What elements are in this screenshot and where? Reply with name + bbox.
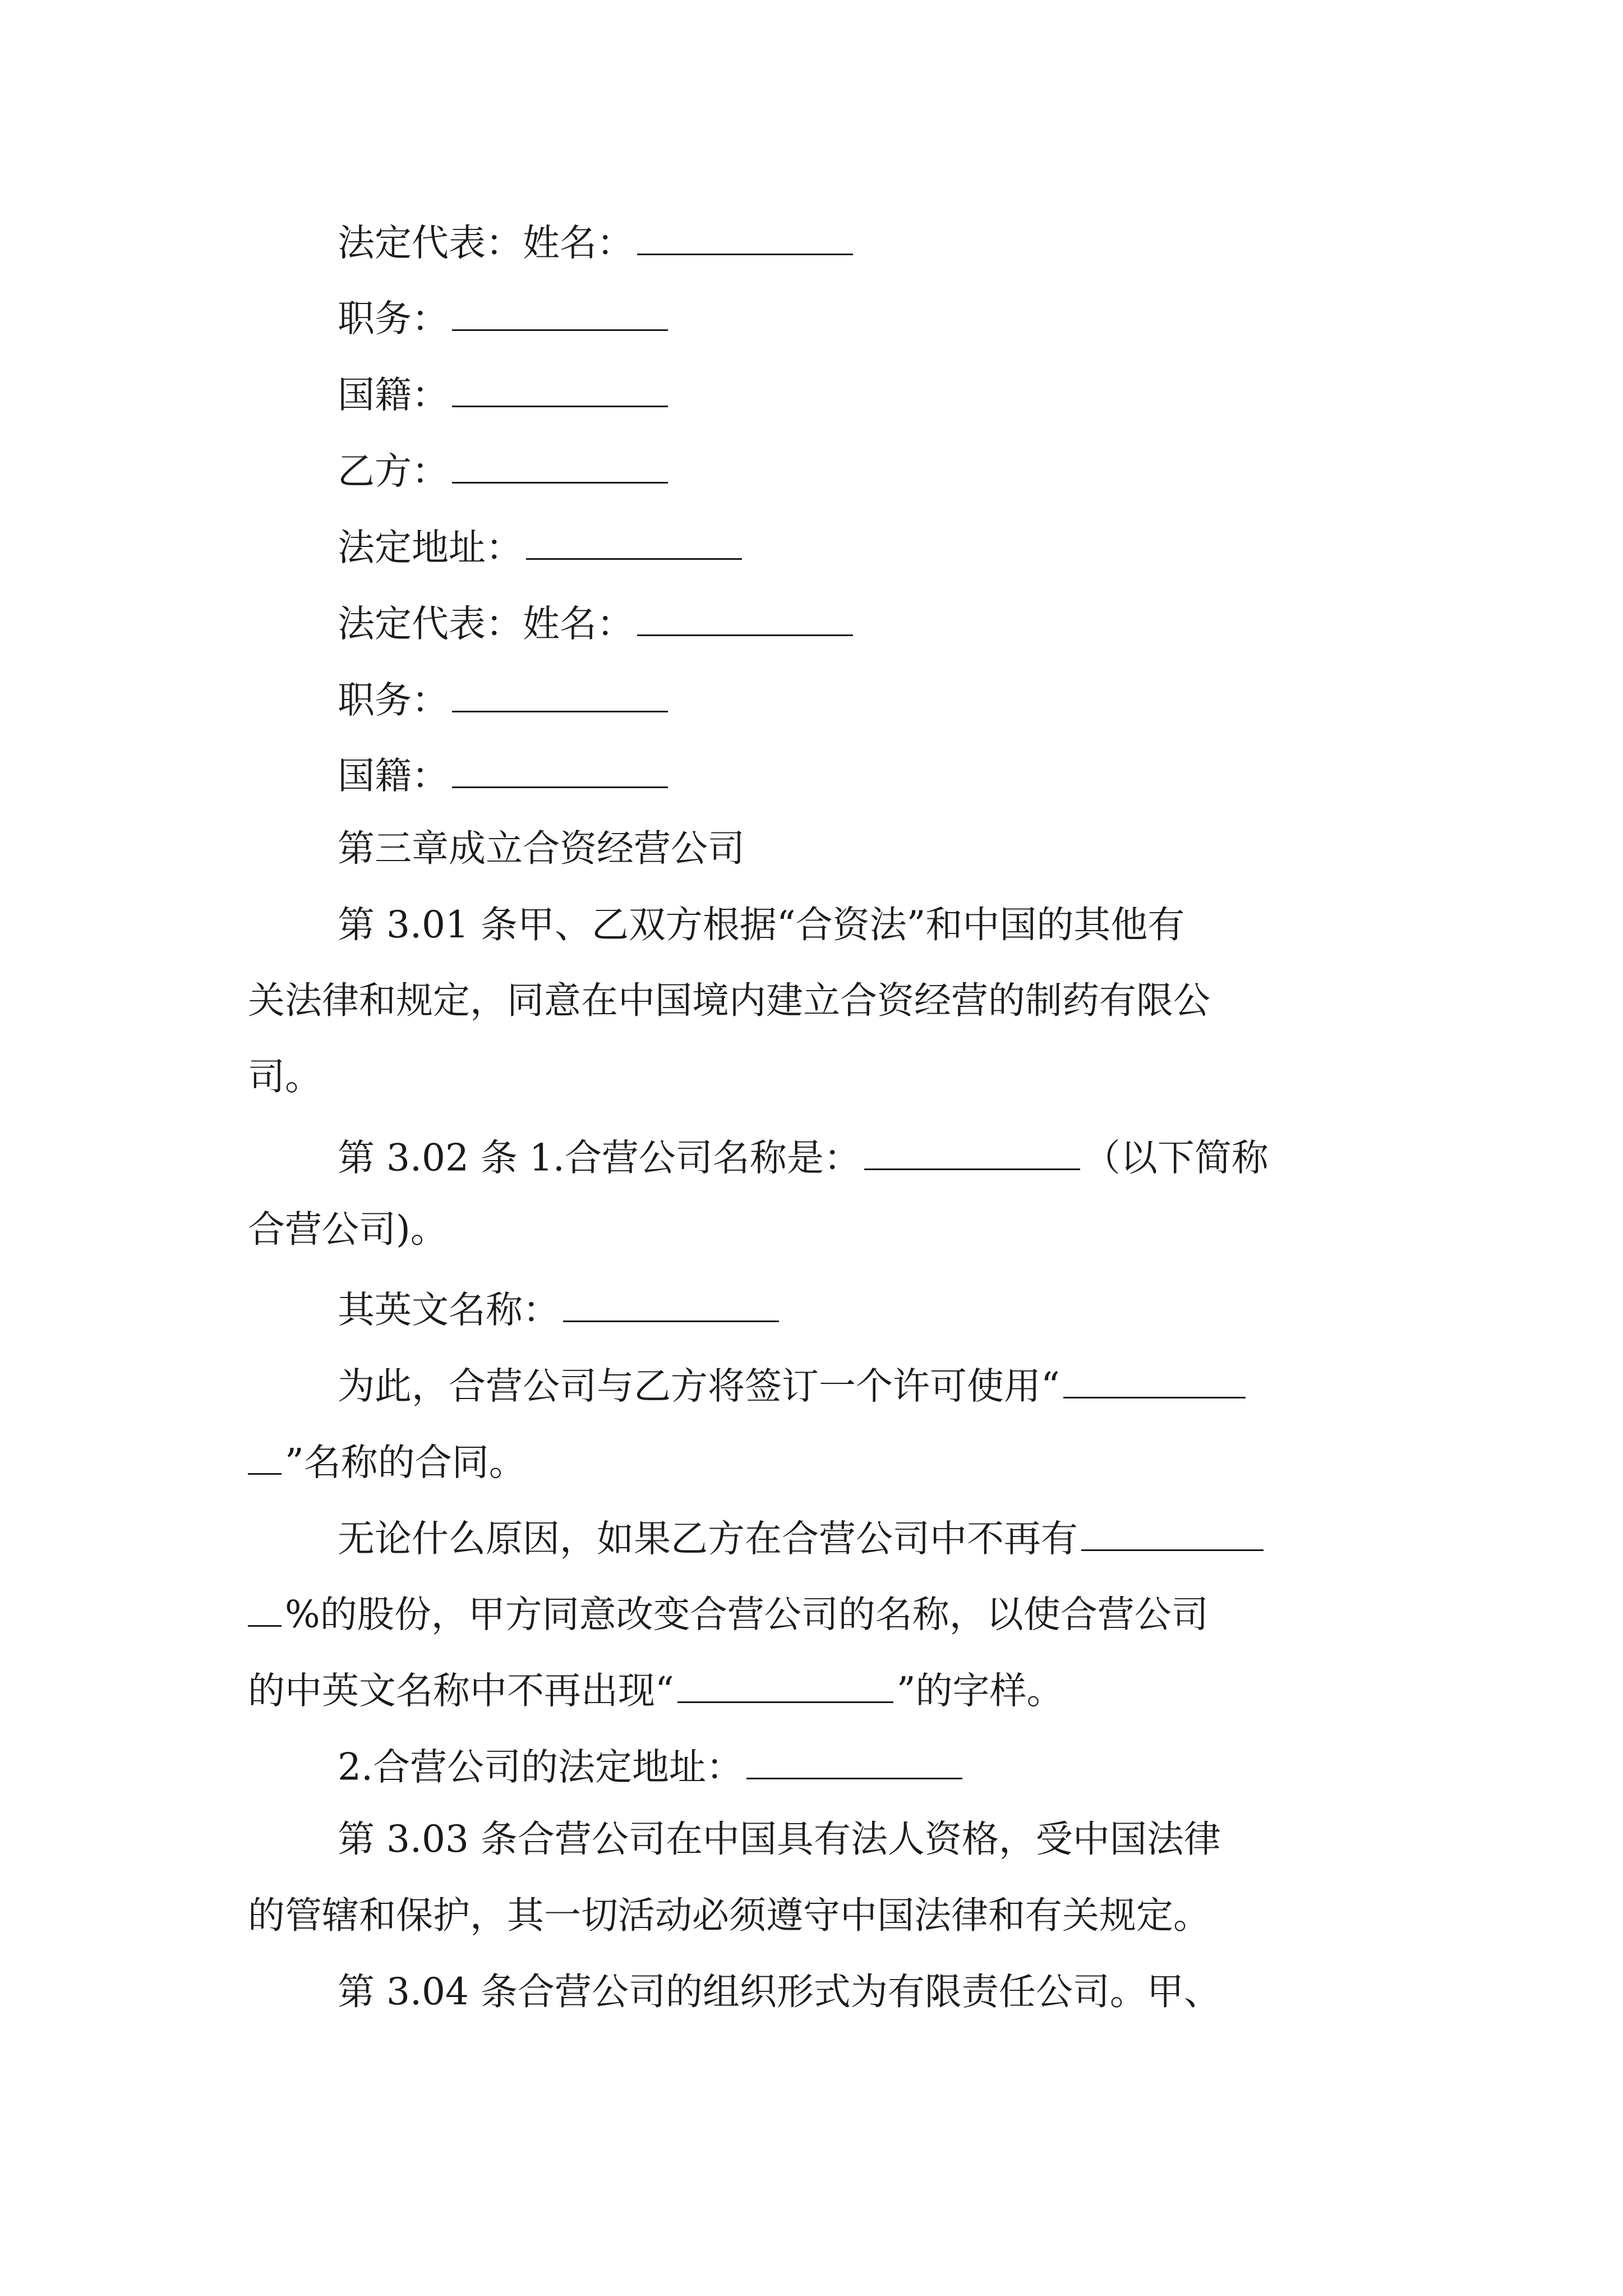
license-name-blank-cont: [248, 1440, 282, 1475]
party-b-blank: [452, 449, 668, 484]
article-303-line-1: 第 3.03 条合营公司在中国具有法人资格，受中国法律: [338, 1818, 1221, 1861]
nationality-blank: [452, 372, 668, 407]
license-text: 为此，合营公司与乙方将签订一个许可使用“: [338, 1364, 1060, 1408]
legal-address-label: 2.合营公司的法定地址：: [338, 1745, 743, 1789]
company-name-label: 第 3.02 条 1.合营公司名称是：: [338, 1136, 861, 1180]
party-b-nationality-line: [338, 753, 671, 798]
party-a-title-line: [338, 296, 671, 341]
article-301-line-2: 关法律和规定，同意在中国境内建立合资经营的制药有限公: [248, 979, 1210, 1022]
word-blank: [677, 1668, 893, 1703]
address-label: 法定地址：: [338, 526, 523, 569]
name-change-line-2: [248, 1592, 1209, 1636]
title-label: 职务：: [338, 678, 449, 722]
rep-name-label: 法定代表：姓名：: [338, 602, 634, 646]
article-303-line-2: 的管辖和保护，其一切活动必须遵守中国法律和有关规定。: [248, 1894, 1210, 1937]
party-b-line: [338, 449, 671, 493]
rep-name-blank: [637, 601, 853, 636]
article-301-line-3: 司。: [248, 1055, 322, 1098]
license-text-tail: ”名称的合同。: [285, 1441, 526, 1484]
legal-address-blank: [746, 1745, 962, 1779]
license-name-blank: [1063, 1364, 1246, 1398]
article-301-line-1: 第 3.01 条甲、乙双方根据“合资法”和中国的其他有: [338, 903, 1185, 946]
short-name-note: （以下简称: [1083, 1136, 1269, 1180]
rep-name-label: 法定代表：姓名：: [338, 221, 634, 265]
address-blank: [526, 525, 742, 560]
name-change-text-3: 的中英文名称中不再出现“: [248, 1669, 674, 1713]
title-label: 职务：: [338, 297, 449, 341]
name-change-text-2: %的股份，甲方同意改变合营公司的名称，以使合营公司: [285, 1593, 1209, 1636]
english-name-blank: [563, 1287, 779, 1322]
company-name-blank: [864, 1135, 1080, 1170]
nationality-label: 国籍：: [338, 373, 449, 417]
party-b-address-line: [338, 525, 745, 569]
license-line-2: [248, 1440, 526, 1484]
share-percent-blank-cont: [248, 1592, 282, 1627]
name-change-text-4: ”的字样。: [896, 1669, 1064, 1713]
english-name-label: 其英文名称：: [338, 1288, 560, 1332]
share-percent-blank: [1081, 1516, 1264, 1551]
nationality-blank: [452, 753, 668, 788]
legal-address-line: [338, 1745, 966, 1789]
name-change-line-3: [248, 1668, 1064, 1713]
rep-name-blank: [637, 220, 853, 255]
party-b-rep-line: [338, 601, 856, 646]
license-line-1: [338, 1364, 1249, 1408]
nationality-label: 国籍：: [338, 754, 449, 798]
name-change-text: 无论什么原因，如果乙方在合营公司中不再有: [338, 1517, 1078, 1561]
article-302-line-2: 合营公司)。: [248, 1208, 448, 1251]
party-b-title-line: [338, 678, 671, 722]
title-blank: [452, 678, 668, 712]
party-a-nationality-line: [338, 372, 671, 417]
title-blank: [452, 296, 668, 331]
chapter-heading: 第三章成立合资经营公司: [338, 827, 745, 870]
name-change-line-1: [338, 1516, 1267, 1561]
english-name-line: [338, 1287, 782, 1332]
party-b-label: 乙方：: [338, 449, 449, 493]
article-304-line-1: 第 3.04 条合营公司的组织形式为有限责任公司。甲、: [338, 1970, 1221, 2013]
party-a-rep-line: [338, 220, 856, 265]
article-302-line-1: [338, 1135, 1269, 1180]
